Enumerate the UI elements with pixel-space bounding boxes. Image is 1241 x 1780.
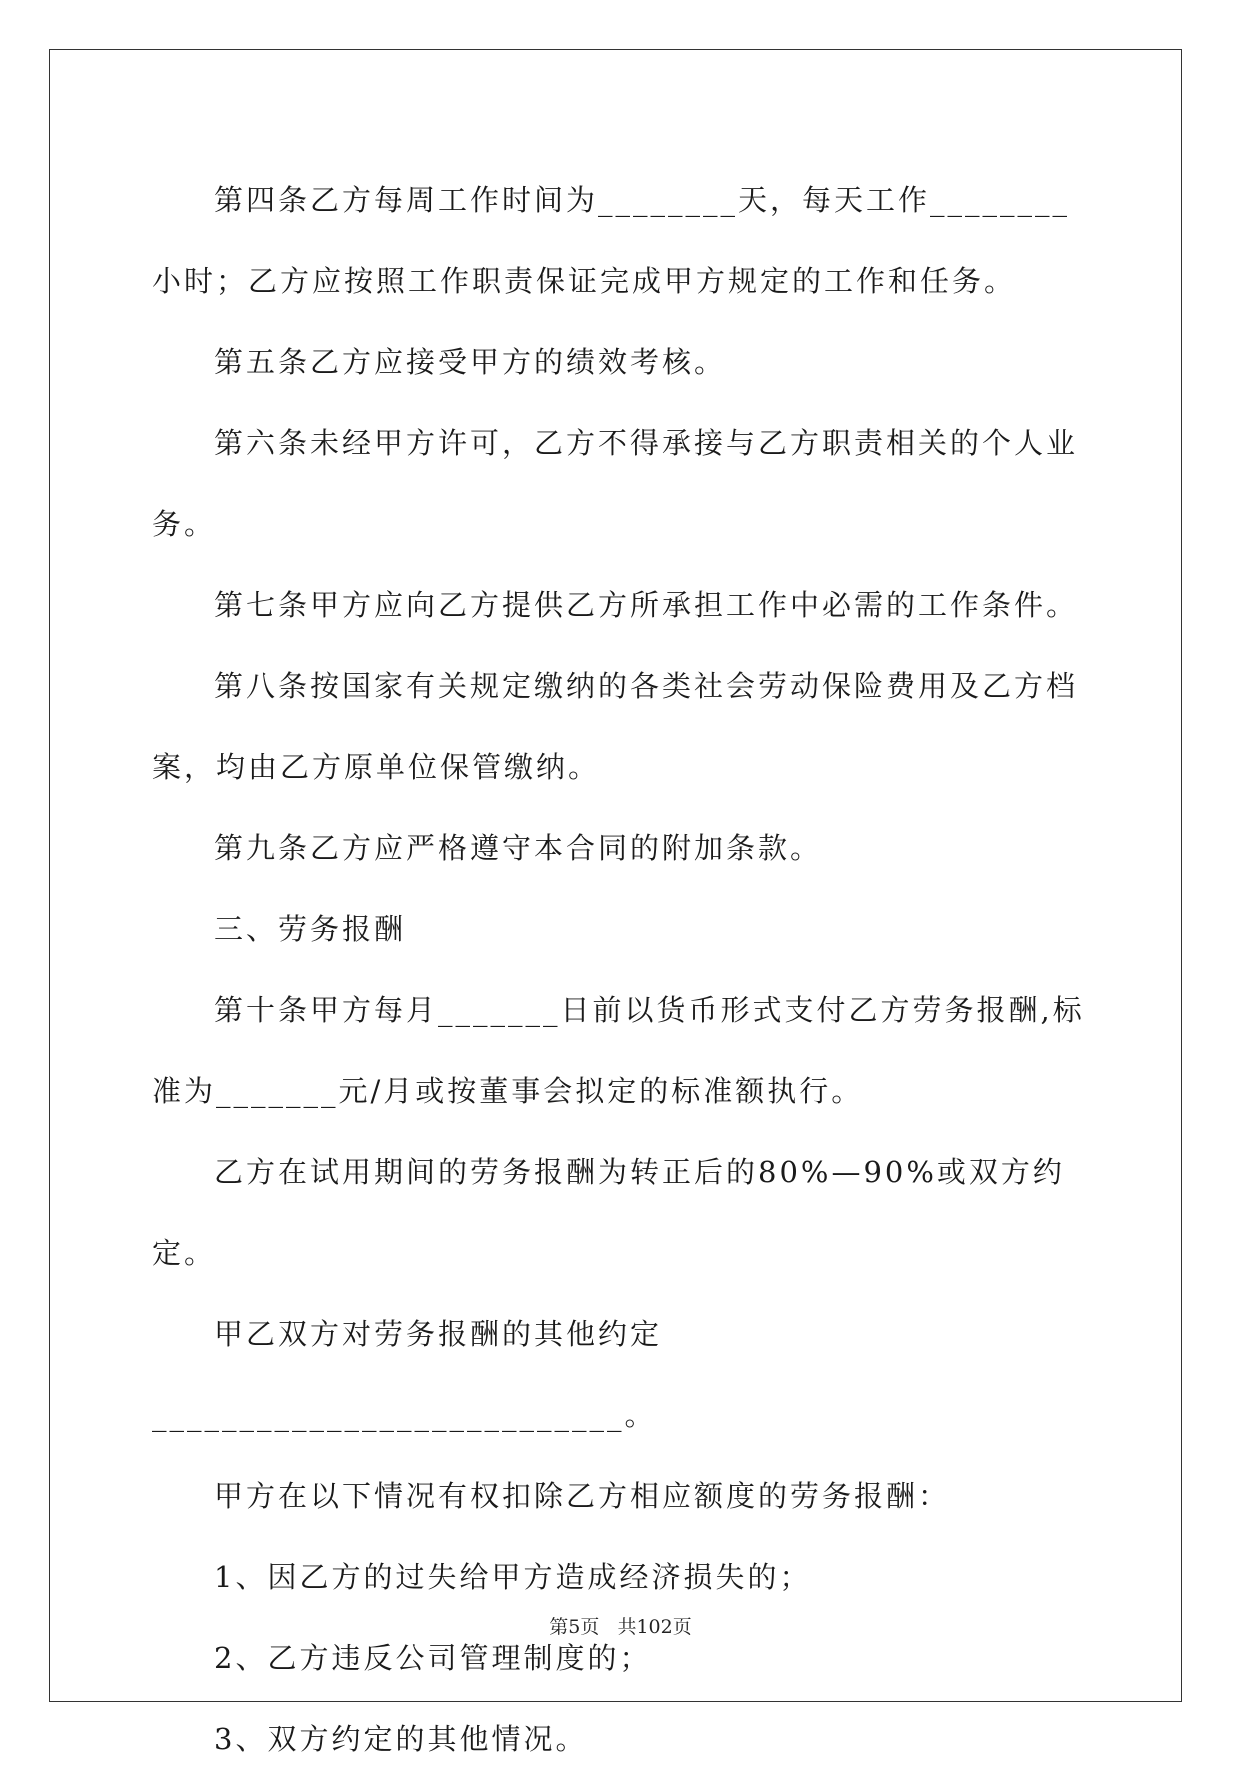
page-footer — [0, 1612, 1241, 1639]
probation-pay-paragraph: 乙方在试用期间的劳务报酬为转正后的80%—90%或双方约定。 — [152, 1155, 1065, 1270]
clause-8-paragraph: 第八条按国家有关规定缴纳的各类社会劳动保险费用及乙方档案，均由乙方原单位保管缴纳。 — [152, 669, 1079, 784]
clause-6-paragraph: 第六条未经甲方许可，乙方不得承接与乙方职责相关的个人业务。 — [152, 426, 1079, 541]
clause-5-paragraph: 第五条乙方应接受甲方的绩效考核。 — [214, 345, 727, 379]
deduction-intro-paragraph: 甲方在以下情况有权扣除乙方相应额度的劳务报酬： — [214, 1479, 951, 1513]
section-heading-remuneration: 三、劳务报酬 — [214, 912, 407, 946]
document-body — [152, 160, 1094, 1780]
clause-9-paragraph: 第九条乙方应严格遵守本合同的附加条款。 — [214, 831, 823, 865]
clause-7-paragraph: 第七条甲方应向乙方提供乙方所承担工作中必需的工作条件。 — [214, 588, 1079, 622]
clause-4-paragraph: 第四条乙方每周工作时间为________天，每天工作________小时；乙方应按照工作职责保证完成甲方规定的工作和任务。 — [152, 183, 1071, 298]
page-total: 共102页 — [617, 1616, 692, 1638]
page-number: 第5页 — [549, 1616, 600, 1638]
deduction-item-3: 3、双方约定的其他情况。 — [214, 1722, 588, 1756]
deduction-item-2: 2、乙方违反公司管理制度的； — [214, 1641, 652, 1675]
other-agreement-paragraph: 甲乙双方对劳务报酬的其他约定___________________________。 — [152, 1317, 663, 1432]
clause-10-paragraph: 第十条甲方每月_______日前以货币形式支付乙方劳务报酬,标准为_______元/月或按董事会拟定的标准额执行。 — [152, 993, 1085, 1108]
deduction-item-1: 1、因乙方的过失给甲方造成经济损失的； — [214, 1560, 812, 1594]
